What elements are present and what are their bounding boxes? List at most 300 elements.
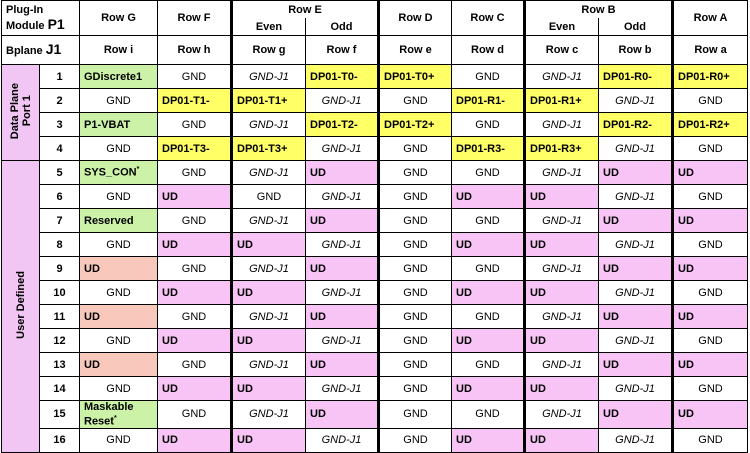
- pin-cell: [306, 137, 379, 161]
- pin-cell: [525, 401, 599, 429]
- row-number: 14: [40, 377, 80, 401]
- pin-cell: [80, 209, 158, 233]
- pin-cell: [379, 401, 452, 429]
- pin-signal: GND-J1: [249, 118, 289, 131]
- col-header-row-d: Row D: [379, 1, 452, 36]
- pin-cell: [452, 353, 525, 377]
- pin-cell: [452, 185, 525, 209]
- pin-cell: [232, 233, 306, 257]
- pin-cell: [525, 209, 599, 233]
- pin-cell: [379, 257, 452, 281]
- pin-cell: [525, 329, 599, 353]
- col-header-row-c: Row C: [452, 1, 525, 36]
- col-header-row-f-lower: Row f: [306, 36, 379, 65]
- table-row: [2, 89, 748, 113]
- pin-cell: [673, 113, 748, 137]
- pin-signal: GND: [181, 214, 207, 227]
- pin-signal: UD: [84, 310, 100, 323]
- pin-cell: [379, 329, 452, 353]
- pin-cell: [232, 401, 306, 429]
- pin-signal: UD: [678, 310, 694, 323]
- pin-cell: [452, 401, 525, 429]
- pin-cell: [80, 377, 158, 401]
- pin-signal: UD: [237, 286, 253, 299]
- table-row: [2, 65, 748, 89]
- table-row: [2, 281, 748, 305]
- pin-signal: UD: [678, 214, 694, 227]
- pin-cell: [306, 65, 379, 89]
- pin-cell: [525, 185, 599, 209]
- pin-cell: [673, 185, 748, 209]
- row-number: 16: [40, 428, 80, 452]
- table-row: [2, 233, 748, 257]
- bplane-title: Bplane J1: [2, 36, 80, 65]
- pin-cell: [306, 305, 379, 329]
- col-header-row-c-lower: Row c: [525, 36, 599, 65]
- pin-signal: UD: [603, 358, 619, 371]
- pin-signal: DP01-R1-: [456, 94, 505, 107]
- pin-cell: [80, 65, 158, 89]
- pin-cell: [525, 161, 599, 185]
- pin-signal: GND: [403, 142, 428, 155]
- pin-cell: [525, 113, 599, 137]
- pin-signal: UD: [603, 166, 619, 179]
- pin-cell: [158, 305, 232, 329]
- pin-cell: [158, 65, 232, 89]
- row-number: 6: [40, 185, 80, 209]
- table-row: [2, 257, 748, 281]
- pin-cell: [599, 257, 673, 281]
- pin-cell: [599, 209, 673, 233]
- row-number: 13: [40, 353, 80, 377]
- pin-cell: [379, 353, 452, 377]
- pin-cell: [673, 257, 748, 281]
- pin-cell: [80, 281, 158, 305]
- pin-signal: GND: [698, 238, 723, 251]
- pin-signal: GND: [106, 286, 131, 299]
- col-header-row-a: Row A: [673, 1, 748, 36]
- pin-signal: GND: [403, 358, 428, 371]
- pin-cell: [599, 65, 673, 89]
- col-header-row-e: Row E: [232, 1, 379, 19]
- pin-signal: GND-J1: [321, 142, 362, 155]
- group-label: User Defined: [14, 270, 27, 339]
- pin-signal: GND-J1: [321, 190, 362, 203]
- col-header-row-b-lower: Row b: [599, 36, 673, 65]
- pin-cell: [232, 89, 306, 113]
- pin-signal: GND: [475, 408, 500, 421]
- pin-cell: [673, 209, 748, 233]
- pin-signal: DP01-T3-: [162, 142, 210, 155]
- pin-cell: [306, 113, 379, 137]
- pin-signal: DP01-T2+: [384, 118, 435, 131]
- pin-signal: UD: [530, 238, 546, 251]
- pin-cell: [158, 329, 232, 353]
- pin-cell: [306, 161, 379, 185]
- pin-cell: [158, 257, 232, 281]
- pin-cell: [379, 89, 452, 113]
- pin-cell: [525, 353, 599, 377]
- pin-signal: UD: [530, 334, 546, 347]
- row-number: 10: [40, 281, 80, 305]
- pin-signal: DP01-R1+: [530, 94, 582, 107]
- pin-signal: UD: [237, 434, 253, 447]
- pin-signal: GND: [106, 190, 131, 203]
- group-user-defined: [2, 161, 40, 453]
- pin-signal: UD: [162, 190, 178, 203]
- pin-signal: UD: [603, 262, 619, 275]
- pin-cell: [525, 233, 599, 257]
- pin-cell: [599, 137, 673, 161]
- pin-signal: GND: [403, 434, 428, 447]
- pin-signal: Maskable Reset: [84, 401, 134, 428]
- pin-signal: GND: [698, 382, 723, 395]
- pin-signal: GND-J1: [249, 310, 289, 323]
- pin-cell: [232, 305, 306, 329]
- pin-signal: GND: [403, 334, 428, 347]
- pin-cell: [158, 401, 232, 429]
- header-row-top: [2, 1, 748, 19]
- pin-signal: GND: [475, 118, 500, 131]
- pin-cell: [599, 233, 673, 257]
- pin-cell: [599, 89, 673, 113]
- pin-signal: DP01-T0+: [384, 70, 435, 83]
- pin-signal: GND: [403, 214, 428, 227]
- table-row: [2, 401, 748, 429]
- pin-cell: [232, 113, 306, 137]
- pin-signal: UD: [237, 238, 253, 251]
- pin-cell: [232, 257, 306, 281]
- pin-signal: UD: [310, 358, 326, 371]
- table-row: [2, 329, 748, 353]
- pin-cell: [232, 428, 306, 452]
- pin-signal: GND-J1: [321, 434, 362, 447]
- pin-signal: GND: [475, 166, 500, 179]
- pin-cell: [673, 329, 748, 353]
- pin-signal: UD: [603, 310, 619, 323]
- pin-cell: [525, 377, 599, 401]
- pin-signal: UD: [678, 358, 694, 371]
- pin-signal: GND: [403, 262, 428, 275]
- pin-signal: GND: [698, 286, 723, 299]
- pin-signal: DP01-R3-: [456, 142, 505, 155]
- pin-signal: GND-J1: [249, 358, 289, 371]
- pin-cell: [232, 137, 306, 161]
- pin-signal: GND: [181, 118, 207, 131]
- pin-cell: [306, 209, 379, 233]
- pin-cell: [232, 329, 306, 353]
- pin-cell: [599, 161, 673, 185]
- row-b-odd-label: Odd: [599, 18, 673, 36]
- pin-cell: [80, 305, 158, 329]
- row-number: 12: [40, 329, 80, 353]
- pin-cell: [452, 161, 525, 185]
- row-number: 2: [40, 89, 80, 113]
- col-header-row-h: Row h: [158, 36, 232, 65]
- col-header-row-g-lower: Row g: [232, 36, 306, 65]
- pin-cell: [525, 89, 599, 113]
- pin-cell: [452, 329, 525, 353]
- pin-cell: [306, 353, 379, 377]
- pin-signal: DP01-T1+: [237, 94, 288, 107]
- row-number: 3: [40, 113, 80, 137]
- pin-signal: UD: [678, 166, 694, 179]
- pin-signal: UD: [530, 434, 546, 447]
- pin-cell: [452, 377, 525, 401]
- group-data-plane-port1: [2, 65, 40, 161]
- pin-signal: GND: [181, 262, 207, 275]
- pin-signal: GND: [403, 238, 428, 251]
- pin-signal: DP01-T0-: [310, 70, 358, 83]
- pin-cell: [379, 305, 452, 329]
- pin-cell: [379, 185, 452, 209]
- pin-cell: [80, 353, 158, 377]
- pin-cell: [673, 428, 748, 452]
- pin-signal: SYS_CON: [84, 166, 137, 179]
- pin-signal: UD: [456, 382, 472, 395]
- pin-signal: UD: [456, 434, 472, 447]
- pin-cell: [306, 377, 379, 401]
- pin-cell: [452, 428, 525, 452]
- pin-cell: [673, 353, 748, 377]
- row-number: 15: [40, 401, 80, 429]
- pin-signal: GND-J1: [542, 408, 582, 421]
- pin-signal: DP01-R2+: [678, 118, 730, 131]
- pin-signal: GND: [106, 334, 131, 347]
- pin-signal: GND: [475, 214, 500, 227]
- pin-signal: GND-J1: [615, 94, 655, 107]
- pin-signal: UD: [678, 408, 694, 421]
- row-number: 11: [40, 305, 80, 329]
- pin-signal: GND-J1: [615, 142, 655, 155]
- pin-cell: [673, 89, 748, 113]
- pin-cell: [306, 233, 379, 257]
- pin-cell: [452, 137, 525, 161]
- pin-signal: GND-J1: [615, 190, 655, 203]
- pin-signal: GND-J1: [542, 214, 582, 227]
- pin-signal: GND: [698, 142, 723, 155]
- pin-signal: UD: [456, 238, 472, 251]
- footnote-mark: *: [113, 415, 117, 422]
- pin-signal: UD: [310, 408, 326, 421]
- pin-cell: [673, 161, 748, 185]
- pin-cell: [80, 161, 158, 185]
- pin-cell: [525, 428, 599, 452]
- pin-signal: GND: [698, 434, 723, 447]
- pinout-table: [1, 0, 748, 453]
- pin-cell: [599, 428, 673, 452]
- pin-cell: [452, 281, 525, 305]
- pin-cell: [232, 281, 306, 305]
- pin-signal: GND: [475, 310, 500, 323]
- pin-signal: GND: [256, 190, 282, 203]
- pin-cell: [80, 113, 158, 137]
- pin-cell: [599, 113, 673, 137]
- pin-signal: GND-J1: [249, 408, 289, 421]
- pin-cell: [452, 89, 525, 113]
- pin-cell: [673, 377, 748, 401]
- pin-cell: [452, 209, 525, 233]
- pin-cell: [158, 209, 232, 233]
- row-number: 5: [40, 161, 80, 185]
- pin-signal: GND-J1: [321, 238, 362, 251]
- table-row: [2, 113, 748, 137]
- pin-cell: [306, 329, 379, 353]
- pin-cell: [80, 89, 158, 113]
- row-b-even-label: Even: [525, 18, 599, 36]
- pin-signal: UD: [310, 214, 326, 227]
- col-header-row-a-lower: Row a: [673, 36, 748, 65]
- pin-signal: GND: [403, 94, 428, 107]
- pin-cell: [379, 137, 452, 161]
- pin-signal: GND-J1: [542, 262, 582, 275]
- pin-signal: Reserved: [84, 214, 134, 227]
- pin-cell: [80, 233, 158, 257]
- pin-signal: GND: [698, 190, 723, 203]
- pin-cell: [599, 185, 673, 209]
- pin-signal: GND-J1: [615, 238, 655, 251]
- pin-cell: [379, 281, 452, 305]
- col-header-row-b: Row B: [525, 1, 673, 19]
- pin-signal: DP01-R3+: [530, 142, 582, 155]
- pin-signal: UD: [84, 358, 100, 371]
- pin-signal: UD: [162, 286, 178, 299]
- pin-cell: [158, 185, 232, 209]
- pin-signal: GND-J1: [615, 334, 655, 347]
- pin-cell: [158, 428, 232, 452]
- pin-cell: [599, 401, 673, 429]
- pin-signal: GND-J1: [321, 94, 362, 107]
- pin-cell: [232, 353, 306, 377]
- pin-signal: GND: [403, 382, 428, 395]
- pin-cell: [673, 233, 748, 257]
- pin-cell: [379, 377, 452, 401]
- pin-cell: [306, 281, 379, 305]
- pin-signal: UD: [162, 434, 178, 447]
- pin-signal: UD: [162, 238, 178, 251]
- pin-signal: GND-J1: [321, 334, 362, 347]
- pin-cell: [306, 401, 379, 429]
- table-row: [2, 161, 748, 185]
- pin-signal: UD: [237, 382, 253, 395]
- pin-signal: DP01-T3+: [237, 142, 288, 155]
- pin-signal: GND: [181, 70, 207, 83]
- pin-signal: UD: [530, 286, 546, 299]
- header-row-bplane: [2, 36, 748, 65]
- pin-signal: UD: [310, 262, 326, 275]
- pin-cell: [232, 161, 306, 185]
- pin-signal: GND-J1: [615, 382, 655, 395]
- pin-signal: UD: [310, 166, 326, 179]
- table-row: [2, 353, 748, 377]
- pin-signal: GND: [181, 310, 207, 323]
- pin-cell: [158, 353, 232, 377]
- col-header-row-d-lower: Row d: [452, 36, 525, 65]
- row-number: 7: [40, 209, 80, 233]
- pin-cell: [525, 257, 599, 281]
- pin-signal: GND: [106, 94, 131, 107]
- pin-signal: GND: [106, 238, 131, 251]
- row-number: 4: [40, 137, 80, 161]
- pin-cell: [232, 377, 306, 401]
- pin-cell: [599, 377, 673, 401]
- pin-signal: UD: [603, 408, 619, 421]
- pin-signal: GND: [475, 358, 500, 371]
- pin-cell: [673, 305, 748, 329]
- pin-signal: UD: [456, 190, 472, 203]
- pin-cell: [306, 428, 379, 452]
- pin-signal: GND-J1: [615, 434, 655, 447]
- pin-signal: UD: [162, 334, 178, 347]
- pin-signal: GND-J1: [249, 262, 289, 275]
- pin-cell: [452, 305, 525, 329]
- pin-signal: DP01-R0+: [678, 70, 730, 83]
- pin-cell: [232, 209, 306, 233]
- pin-signal: GND: [475, 262, 500, 275]
- row-number: 1: [40, 65, 80, 89]
- table-row: [2, 428, 748, 452]
- pin-signal: GND: [403, 408, 428, 421]
- col-header-row-i: Row i: [80, 36, 158, 65]
- pin-cell: [379, 233, 452, 257]
- pin-cell: [80, 329, 158, 353]
- pin-signal: GND: [403, 190, 428, 203]
- pin-signal: DP01-R0-: [603, 70, 652, 83]
- pin-signal: GND-J1: [249, 70, 289, 83]
- pin-cell: [673, 281, 748, 305]
- pin-cell: [306, 89, 379, 113]
- pin-cell: [80, 401, 158, 429]
- pin-cell: [379, 65, 452, 89]
- pin-signal: UD: [603, 214, 619, 227]
- pin-signal: UD: [310, 310, 326, 323]
- col-header-row-f: Row F: [158, 1, 232, 36]
- pin-cell: [452, 65, 525, 89]
- pin-cell: [306, 257, 379, 281]
- pin-cell: [599, 305, 673, 329]
- pin-signal: GND: [698, 334, 723, 347]
- pin-signal: GND: [181, 166, 207, 179]
- pin-cell: [379, 113, 452, 137]
- pin-signal: GND: [475, 70, 500, 83]
- pin-signal: GND: [403, 286, 428, 299]
- pin-cell: [80, 257, 158, 281]
- pin-cell: [80, 137, 158, 161]
- pin-signal: UD: [530, 190, 546, 203]
- pin-signal: UD: [530, 382, 546, 395]
- pin-signal: DP01-T2-: [310, 118, 358, 131]
- pin-cell: [379, 161, 452, 185]
- pin-signal: UD: [456, 286, 472, 299]
- pin-cell: [599, 353, 673, 377]
- table-row: [2, 137, 748, 161]
- col-header-row-g: Row G: [80, 1, 158, 36]
- pin-cell: [673, 401, 748, 429]
- pin-signal: GND-J1: [542, 118, 582, 131]
- pin-signal: GND-J1: [615, 286, 655, 299]
- pin-signal: UD: [162, 382, 178, 395]
- table-row: [2, 305, 748, 329]
- pin-cell: [158, 233, 232, 257]
- row-e-even-label: Even: [232, 18, 306, 36]
- pin-cell: [525, 281, 599, 305]
- pin-signal: GND: [106, 142, 131, 155]
- pin-signal: GND-J1: [321, 286, 362, 299]
- pin-cell: [379, 428, 452, 452]
- pin-signal: P1-VBAT: [84, 118, 131, 131]
- pin-cell: [452, 257, 525, 281]
- pin-cell: [232, 65, 306, 89]
